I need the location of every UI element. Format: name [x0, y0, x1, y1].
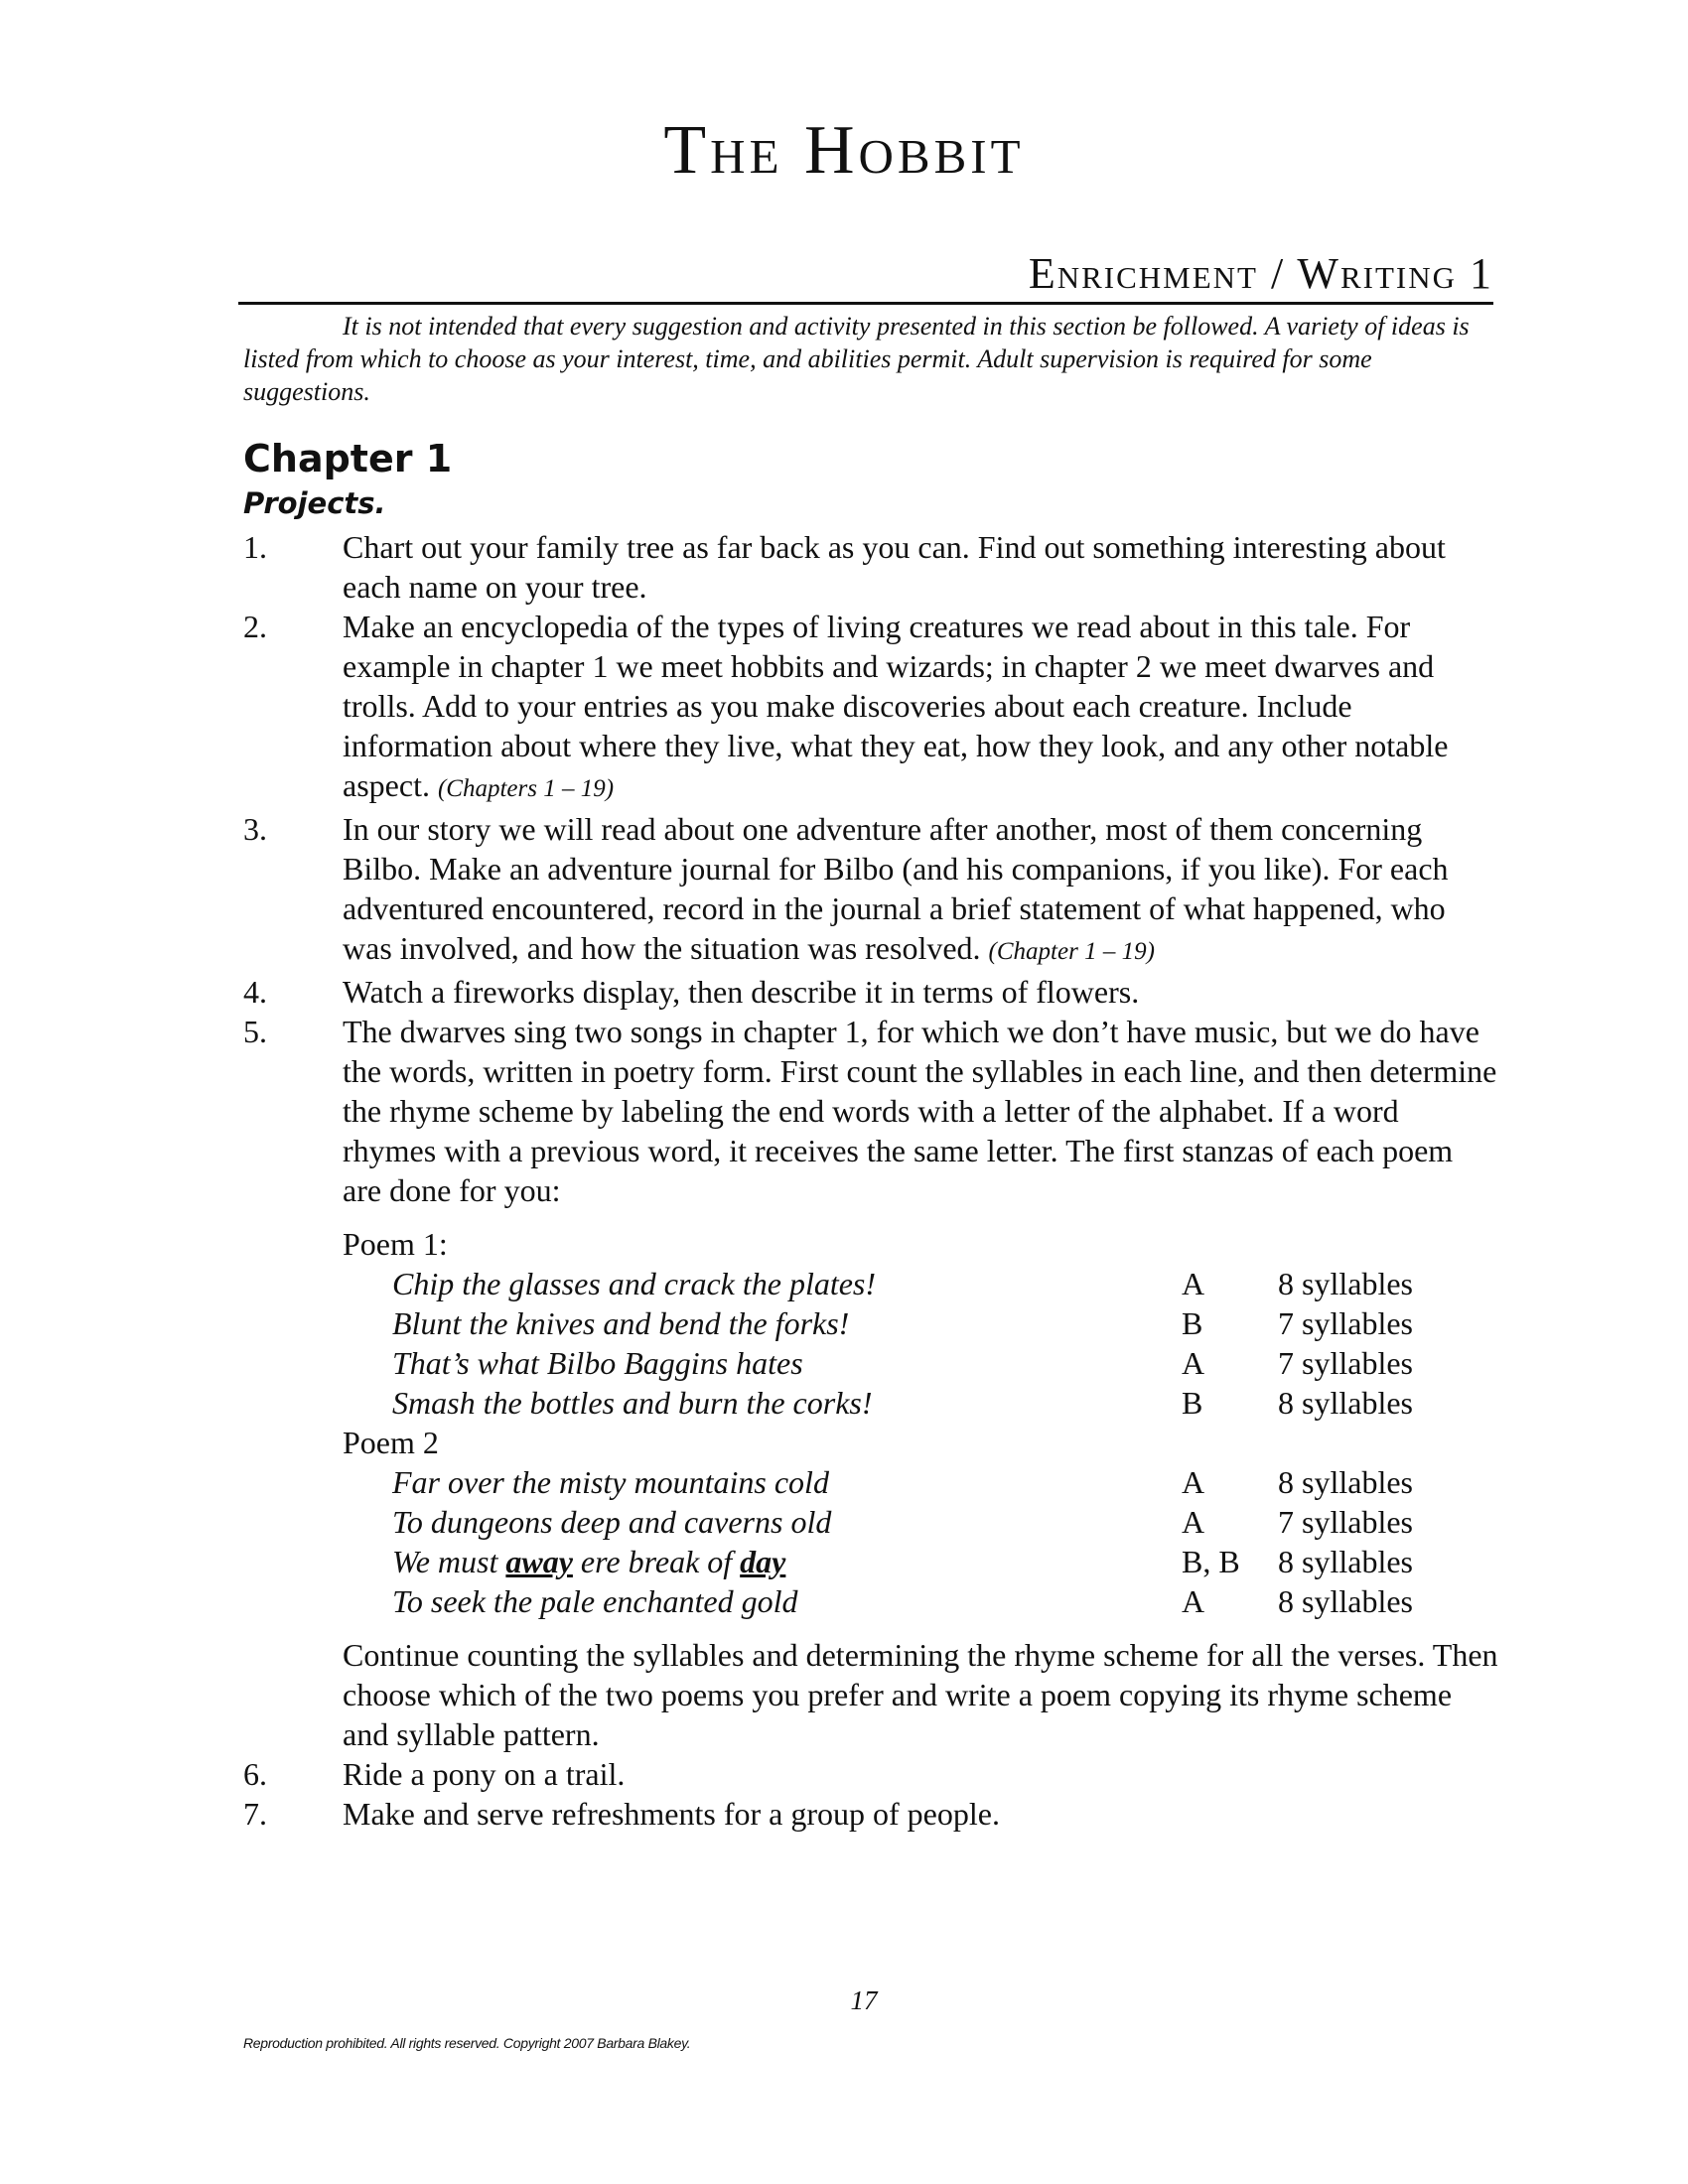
rhyme-letter: B, B — [1182, 1544, 1240, 1579]
item-text: Make an encyclopedia of the types of living creatures we read about in this tale. For example in chapter 1 we meet hobbits and wizards; in chapter 2 we meet dwarves and trolls. Add to your entries as you make discoveries about each creature. Include information about where they live, what they eat, how they look, and any other notable aspect. — [343, 609, 1449, 803]
chapter-citation: (Chapter 1 – 19) — [988, 938, 1155, 965]
item-number: 6. — [243, 1756, 267, 1792]
project-list — [243, 527, 1499, 1834]
rhyme-letter: A — [1182, 1583, 1205, 1619]
item-text: In our story we will read about one adventure after another, most of them concerning Bilbo. Make an adventure journal for Bilbo (and his companions, if you like). For each adventured encountered, record in the journal a brief statement of what happened, who was involved, and how the situation was resolved. — [343, 811, 1449, 966]
continue-instructions: Continue counting the syllables and determining the rhyme scheme for all the verses. Then choose which of the two poems you prefer and write a poem copying its rhyme scheme and syllable pattern. — [343, 1637, 1498, 1752]
item-text: Ride a pony on a trail. — [343, 1756, 626, 1792]
item-text: Make and serve refreshments for a group of people. — [343, 1796, 1000, 1832]
list-item — [243, 1794, 1499, 1834]
underlined-rhyme-word: away — [505, 1544, 573, 1579]
item-number: 4. — [243, 974, 267, 1010]
poem-line: Chip the glasses and crack the plates! — [392, 1266, 877, 1301]
intro-text: It is not intended that every suggestion and activity presented in this section be followed. A variety of ideas is listed from which to choose as your interest, time, and abilities permit. Adult supervision is required for some suggestions. — [243, 312, 1470, 406]
poem-row — [343, 1383, 1499, 1423]
syllable-count: 8 syllables — [1278, 1385, 1413, 1421]
poem-label: Poem 2 — [343, 1425, 439, 1460]
item-number: 5. — [243, 1014, 267, 1049]
poem-row — [343, 1264, 1499, 1303]
poem-line: Blunt the knives and bend the forks! — [392, 1305, 850, 1341]
item-number: 3. — [243, 811, 267, 847]
list-item — [243, 1012, 1499, 1754]
poem-row — [343, 1502, 1499, 1542]
list-item — [243, 809, 1499, 972]
syllable-count: 8 syllables — [1278, 1266, 1413, 1301]
poem-row — [343, 1303, 1499, 1343]
poem-row — [343, 1343, 1499, 1383]
list-item — [243, 1754, 1499, 1794]
item-number: 2. — [243, 609, 267, 644]
chapter-heading: Chapter 1 — [243, 437, 453, 480]
document-title: The Hobbit — [663, 112, 1025, 189]
section-heading: Enrichment / Writing 1 — [1028, 249, 1493, 298]
poem-line: Smash the bottles and burn the corks! — [392, 1385, 873, 1421]
syllable-count: 7 syllables — [1278, 1305, 1413, 1341]
poem-line: We must away ere break of day — [392, 1544, 786, 1579]
rhyme-letter: A — [1182, 1266, 1205, 1301]
heading-rule — [238, 302, 1493, 305]
underlined-rhyme-word: day — [740, 1544, 786, 1579]
rhyme-letter: A — [1182, 1345, 1205, 1381]
item-text: Chart out your family tree as far back as you can. Find out something interesting about each name on your tree. — [343, 529, 1446, 605]
poem-row — [343, 1462, 1499, 1502]
item-text: The dwarves sing two songs in chapter 1, for which we don’t have music, but we do have the words, written in poetry form. First count the syllables in each line, and then determine the rhyme scheme by labeling the end words with a letter of the alphabet. If a word rhymes with a previous word, it receives the same letter. The first stanzas of each poem are done for you: — [343, 1014, 1497, 1208]
item-text: Watch a fireworks display, then describe it in terms of flowers. — [343, 974, 1140, 1010]
rhyme-letter: A — [1182, 1504, 1205, 1540]
rhyme-letter: B — [1182, 1385, 1203, 1421]
poem-table — [343, 1224, 1499, 1621]
poem-line: That’s what Bilbo Baggins hates — [392, 1345, 803, 1381]
syllable-count: 7 syllables — [1278, 1345, 1413, 1381]
syllable-count: 7 syllables — [1278, 1504, 1413, 1540]
list-item — [243, 972, 1499, 1012]
list-item — [243, 527, 1499, 607]
poem-line: To dungeons deep and caverns old — [392, 1504, 832, 1540]
poem-line: To seek the pale enchanted gold — [392, 1583, 798, 1619]
chapter-citation: (Chapters 1 – 19) — [437, 775, 615, 802]
poem-label: Poem 1: — [343, 1226, 448, 1262]
copyright-footer: Reproduction prohibited. All rights reserved. Copyright 2007 Barbara Blakey. — [243, 2035, 691, 2051]
poem-row — [343, 1581, 1499, 1621]
item-number: 7. — [243, 1796, 267, 1832]
projects-subheading: Projects. — [243, 486, 386, 520]
rhyme-letter: B — [1182, 1305, 1203, 1341]
intro-paragraph — [243, 310, 1489, 408]
item-number: 1. — [243, 529, 267, 565]
list-item — [243, 607, 1499, 809]
rhyme-letter: A — [1182, 1464, 1205, 1500]
page-number: 17 — [850, 1985, 878, 2015]
syllable-count: 8 syllables — [1278, 1544, 1413, 1579]
syllable-count: 8 syllables — [1278, 1464, 1413, 1500]
poem-row — [343, 1542, 1499, 1581]
syllable-count: 8 syllables — [1278, 1583, 1413, 1619]
poem-line: Far over the misty mountains cold — [392, 1464, 829, 1500]
